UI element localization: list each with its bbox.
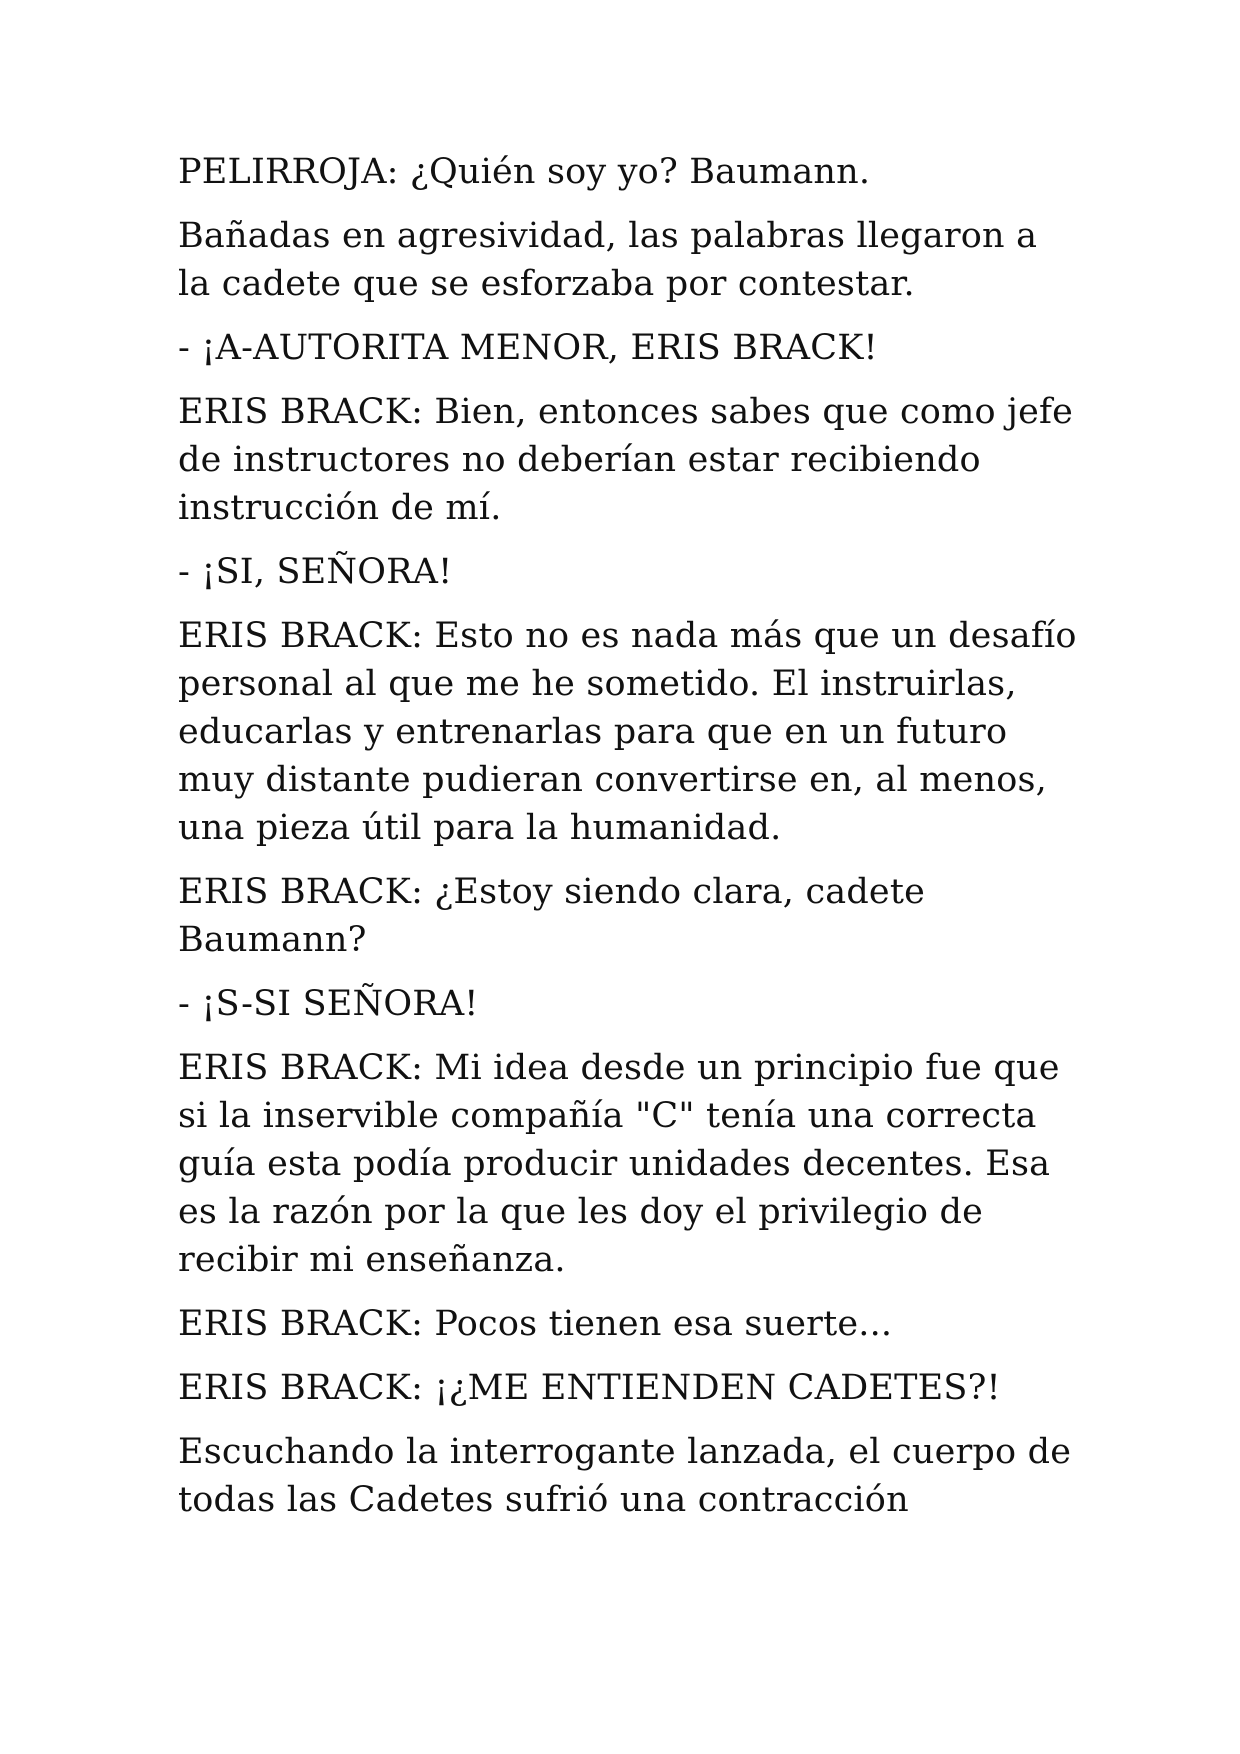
paragraph-eris-brack-4: ERIS BRACK: Mi idea desde un principio fue que si la inservible compañía "C" tenía una correcta guía esta podía producir unidades decentes. Esa es la razón por la que les doy el privilegio de recibir mi enseñanza. — [178, 1048, 1060, 1280]
paragraph-eris-brack-6: ERIS BRACK: ¡¿ME ENTIENDEN CADETES?! — [178, 1368, 1001, 1408]
paragraph-pelirroja-line: PELIRROJA: ¿Quién soy yo? Baumann. — [178, 152, 871, 192]
paragraph-eris-brack-5: ERIS BRACK: Pocos tienen esa suerte... — [178, 1304, 893, 1344]
paragraph-eris-brack-3: ERIS BRACK: ¿Estoy siendo clara, cadete Baumann? — [178, 872, 926, 960]
paragraph-cadet-reply-1: - ¡A-AUTORITA MENOR, ERIS BRACK! — [178, 328, 878, 368]
paragraph-narration-contraction: Escuchando la interrogante lanzada, el cuerpo de todas las Cadetes sufrió una contracción — [178, 1432, 1072, 1520]
paragraph-narration-aggression: Bañadas en agresividad, las palabras llegaron a la cadete que se esforzaba por contestar. — [178, 216, 1038, 304]
paragraph-eris-brack-1: ERIS BRACK: Bien, entonces sabes que como jefe de instructores no deberían estar recibiendo instrucción de mí. — [178, 392, 1074, 528]
paragraph-eris-brack-2: ERIS BRACK: Esto no es nada más que un desafío personal al que me he sometido. El instruirlas, educarlas y entrenarlas para que en un futuro muy distante pudieran convertirse en, al menos, una pieza útil para la humanidad. — [178, 616, 1077, 848]
paragraph-cadet-reply-3: - ¡S-SI SEÑORA! — [178, 984, 479, 1024]
document-body — [178, 148, 1078, 1540]
paragraph-cadet-reply-2: - ¡SI, SEÑORA! — [178, 552, 453, 592]
